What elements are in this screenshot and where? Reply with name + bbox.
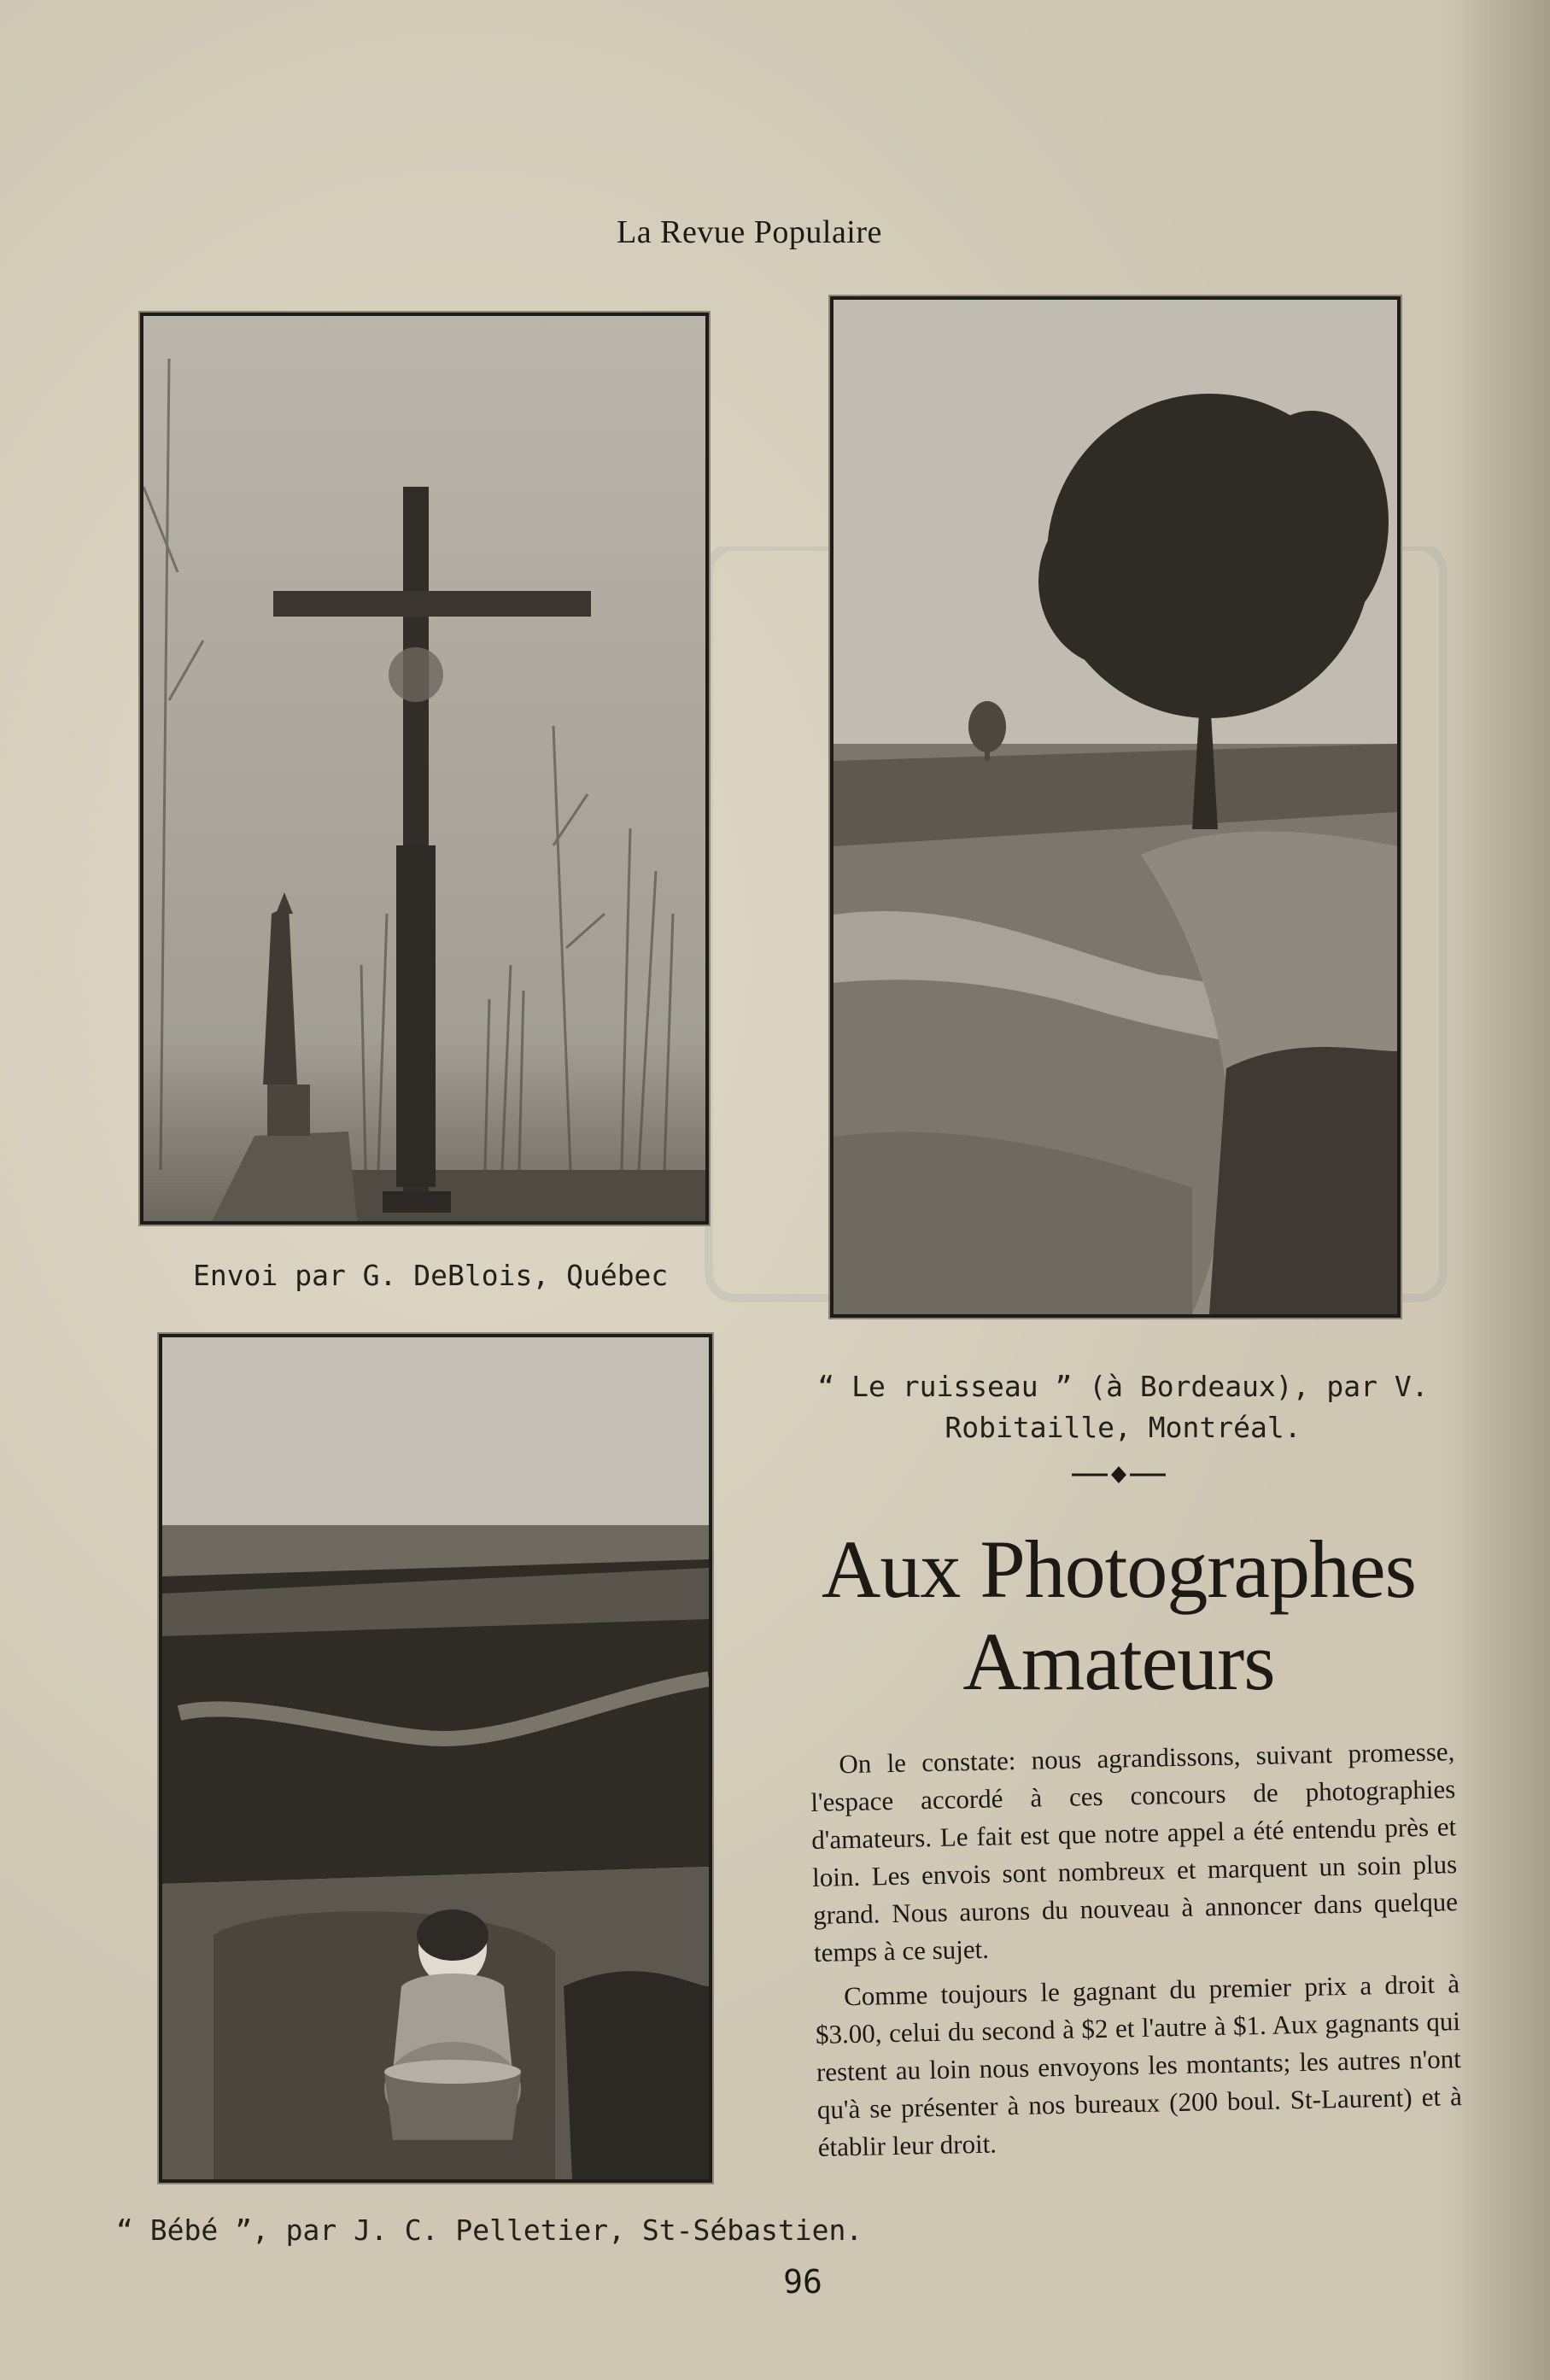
article-body [810,1733,1463,2167]
paragraph-1: On le constate: nous agrandissons, suivant promesse, l'espace accordé à ces concours de photographies d'amateurs. Le fait est que notre appel a été entendu près et loin. Les envois sont nombreux et marquent un soin plus grand. Nous aurons du nouveau à annoncer dans quelque temps à ce sujet. [810,1736,1459,1968]
page-number: 96 [783,2263,822,2301]
article-title [794,1523,1443,1707]
ornament-divider [1072,1462,1166,1488]
baby-photo [159,1334,712,2183]
running-header: La Revue Populaire [617,214,882,250]
paragraph-2: Comme toujours le gagnant du premier prix a droit à $3.00, celui du second à $2 et l'autre à $1. Aux gagnants qui restent au loin nous envoyons les montants; les autres n'ont qu'à se présenter à nos bureaux (200 boul. St-Laurent) et à établir leur droit. [815,1968,1463,2162]
stream-landscape-photo [830,296,1401,1318]
cross-monument-photo [140,313,709,1225]
baby-photo-caption: “ Bébé ”, par J. C. Pelletier, St-Sébastien. [116,2213,863,2247]
stream-photo-caption: “ Le ruisseau ” (à Bordeaux), par V. Robitaille, Montréal. [817,1370,1429,1444]
cross-photo-caption: Envoi par G. DeBlois, Québec [193,1259,669,1292]
title-line-1: Aux Photographes [822,1523,1416,1615]
title-line-2: Amateurs [962,1616,1275,1707]
